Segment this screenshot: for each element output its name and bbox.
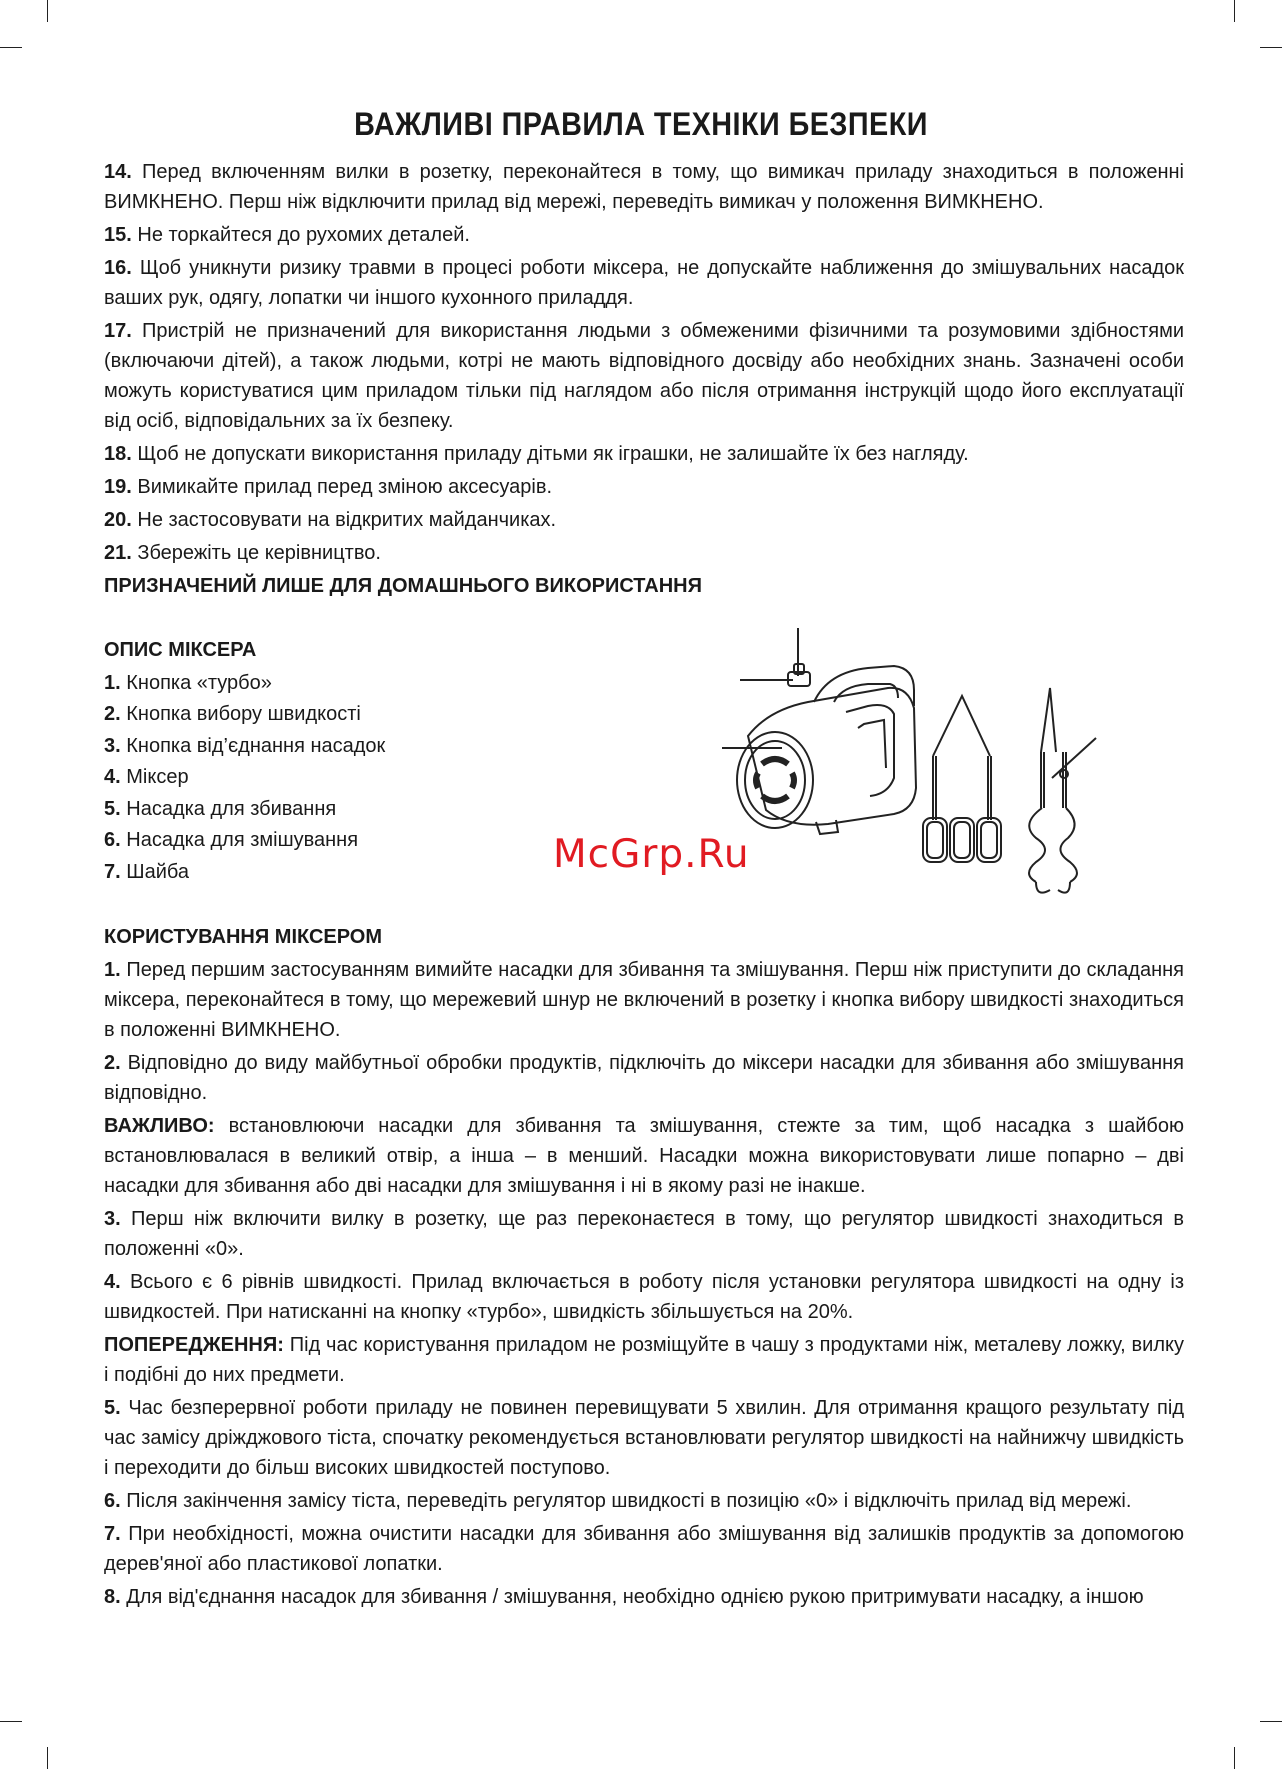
mixer-illustration bbox=[718, 628, 1114, 910]
description-item: 1. Кнопка «турбо» bbox=[104, 671, 272, 694]
safety-rule: 21. Збережіть це керівництво. bbox=[104, 542, 381, 564]
crop-mark bbox=[47, 0, 48, 22]
description-item: 7. Шайба bbox=[104, 860, 189, 883]
usage-paragraph: ВАЖЛИВО: встановлюючи насадки для збивання та змішування, стежте за тим, щоб насадка з шайбою встановлювалася в великий отвір, а інша – в менший. Насадки можна використовувати лише попарно – дві насадки для збивання або дві насадки для змішування і ні в якому разі не інакше. bbox=[104, 1115, 1185, 1197]
safety-rule: 16. Щоб уникнути ризику травми в процесі роботи міксера, не допускайте наближення до змішувальних насадок ваших рук, одягу, лопатки чи іншого кухонного приладдя. bbox=[104, 257, 1184, 309]
safety-rule: 20. Не застосовувати на відкритих майданчиках. bbox=[104, 509, 557, 531]
crop-mark bbox=[1260, 1721, 1282, 1722]
crop-mark bbox=[0, 47, 22, 48]
description-item: 2. Кнопка вибору швидкості bbox=[104, 703, 361, 725]
safety-rule: 19. Вимикайте прилад перед зміною аксесуарів. bbox=[104, 476, 552, 498]
dough-hooks-drawing bbox=[1029, 688, 1096, 893]
usage-paragraph: 2. Відповідно до виду майбутньої обробки продуктів, підключіть до міксери насадки для збивання або змішування відповідно. bbox=[104, 1052, 1184, 1104]
usage-paragraph: ПОПЕРЕДЖЕННЯ: Під час користування приладом не розміщуйте в чашу з продуктами ніж, металеву ложку, вилку і подібні до них предмети. bbox=[104, 1334, 1184, 1386]
mixer-body-drawing bbox=[722, 628, 916, 834]
description-heading: ОПИС МІКСЕРА bbox=[104, 639, 257, 661]
safety-rules bbox=[104, 157, 1184, 604]
crop-mark bbox=[1260, 47, 1282, 48]
usage-paragraph: 8. Для від'єднання насадок для збивання / змішування, необхідно однією рукою притримувати насадку, а іншою bbox=[104, 1586, 1144, 1608]
description-item: 3. Кнопка від’єднання насадок bbox=[104, 734, 386, 757]
description-item: 6. Насадка для змішування bbox=[104, 829, 359, 851]
crop-mark bbox=[1234, 0, 1235, 22]
usage-paragraph: 7. При необхідності, можна очистити насадки для збивання або змішування від залишків продуктів за допомогою дерев'яної або пластикової лопатки. bbox=[104, 1523, 1184, 1575]
description-item: 5. Насадка для збивання bbox=[104, 797, 337, 820]
usage-paragraph: 3. Перш ніж включити вилку в розетку, ще раз переконаєтеся в тому, що регулятор швидкості знаходиться в положенні «0». bbox=[104, 1208, 1184, 1260]
usage-paragraph: 5. Час безперервної роботи приладу не повинен перевищувати 5 хвилин. Для отримання кращого результату під час замісу дріжджового тіста, спочатку рекомендується встановлювати регулятор швидкості на найнижчу швидкість і переходити до більш високих швидкостей поступово. bbox=[104, 1397, 1184, 1479]
usage-paragraph: 6. Після закінчення замісу тіста, переведіть регулятор швидкості в позицію «0» і відключіть прилад від мережі. bbox=[104, 1490, 1132, 1512]
whisk-beaters-drawing bbox=[923, 696, 1001, 862]
usage-paragraph: 1. Перед першим застосуванням вимийте насадки для збивання та змішування. Перш ніж приступити до складання міксера, переконайтеся в тому, що мережевий шнур не включений в розетку і кнопка вибору швидкості знаходиться в положенні ВИМКНЕНО. bbox=[104, 959, 1185, 1041]
description-section bbox=[104, 635, 385, 888]
crop-mark bbox=[0, 1721, 22, 1722]
usage-heading: КОРИСТУВАННЯ МІКСЕРОМ bbox=[104, 926, 383, 948]
crop-mark bbox=[47, 1747, 48, 1769]
safety-rule: 14. Перед включенням вилки в розетку, переконайтеся в тому, що вимикач приладу знаходиться в положенні ВИМКНЕНО. Перш ніж відключити прилад від мережі, переведіть вимикач у положення ВИМКНЕНО. bbox=[104, 161, 1184, 213]
usage-section bbox=[104, 922, 1184, 1615]
watermark-text: McGrp.Ru bbox=[553, 832, 750, 877]
page-title: ВАЖЛИВІ ПРАВИЛА ТЕХНІКИ БЕЗПЕКИ bbox=[354, 106, 928, 142]
safety-rule: 15. Не торкайтеся до рухомих деталей. bbox=[104, 224, 470, 246]
household-note: ПРИЗНАЧЕНИЙ ЛИШЕ ДЛЯ ДОМАШНЬОГО ВИКОРИСТАННЯ bbox=[104, 575, 702, 597]
usage-paragraph: 4. Всього є 6 рівнів швидкості. Прилад включається в роботу після установки регулятора швидкості на одну із швидкостей. При натисканні на кнопку «турбо», швидкість збільшується на 20%. bbox=[104, 1271, 1184, 1323]
safety-rule: 17. Пристрій не призначений для використання людьми з обмеженими фізичними та розумовими здібностями (включаючи дітей), а також людьми, котрі не мають відповідного досвіду або необхідних знань. Зазначені особи можуть користуватися цим приладом тільки під наглядом або після отримання інструкцій щодо його експлуатації від осіб, відповідальних за їх безпеку. bbox=[104, 320, 1185, 432]
description-item: 4. Міксер bbox=[104, 766, 189, 788]
safety-rule: 18. Щоб не допускати використання приладу дітьми як іграшки, не залишайте їх без нагляду. bbox=[104, 443, 969, 465]
crop-mark bbox=[1234, 1747, 1235, 1769]
